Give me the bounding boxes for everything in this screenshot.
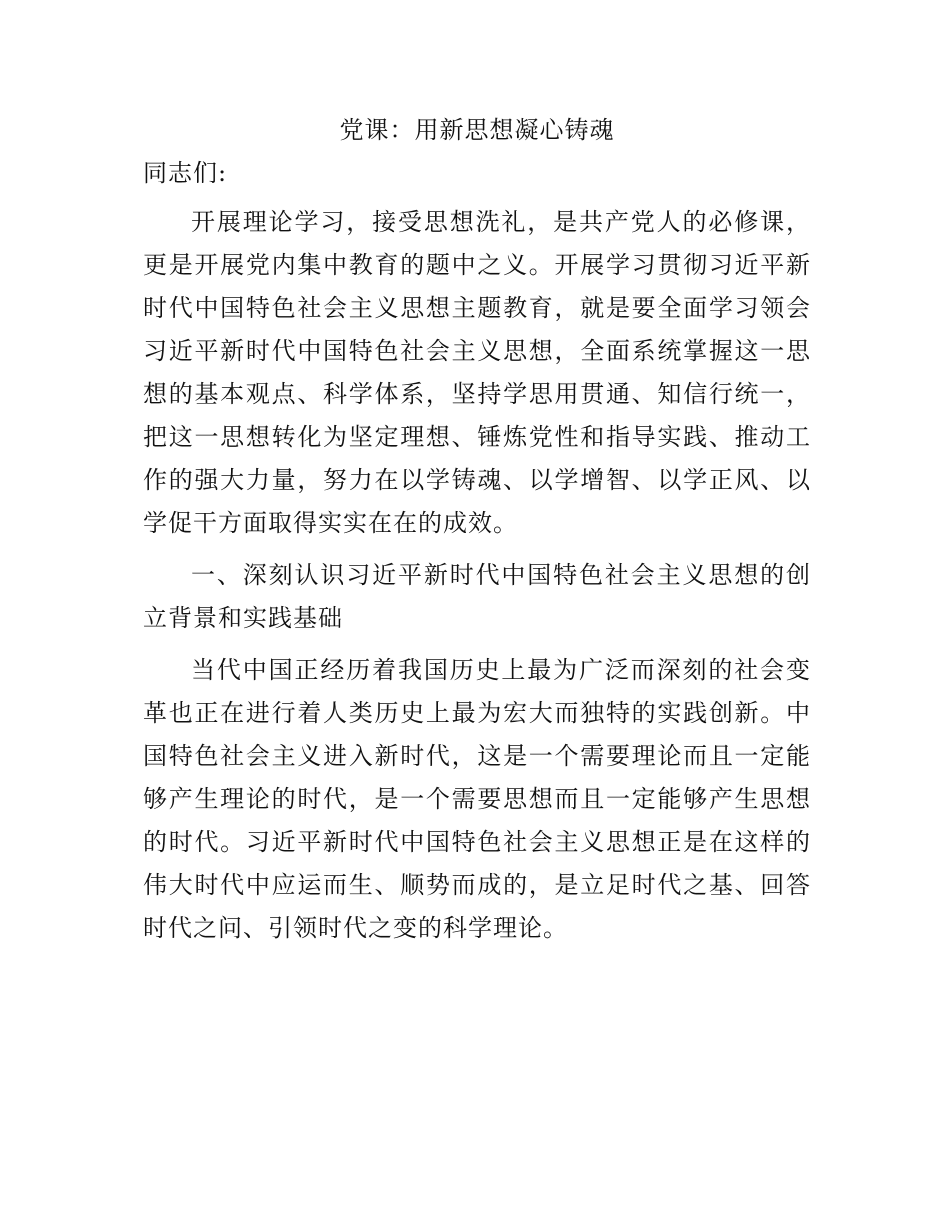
section-heading-1: 一、深刻认识习近平新时代中国特色社会主义思想的创立背景和实践基础 xyxy=(143,561,811,632)
document-title: 党课：用新思想凝心铸魂 xyxy=(339,116,615,144)
salutation: 同志们: xyxy=(143,159,228,187)
paragraph-section-1: 当代中国正经历着我国历史上最为广泛而深刻的社会变革也正在进行着人类历史上最为宏大而独特的实践创新。中国特色社会主义进入新时代，这是一个需要理论而且一定能够产生理论的时代，是一个需要思想而且一定能够产生思想的时代。习近平新时代中国特色社会主义思想正是在这样的伟大时代中应运而生、顺势而成的，是立足时代之基、回答时代之问、引领时代之变的科学理论。 xyxy=(143,656,811,942)
paragraph-intro: 开展理论学习，接受思想洗礼，是共产党人的必修课，更是开展党内集中教育的题中之义。开展学习贯彻习近平新时代中国特色社会主义思想主题教育，就是要全面学习领会习近平新时代中国特色社会主义思想，全面系统掌握这一思想的基本观点、科学体系，坚持学思用贯通、知信行统一，把这一思想转化为坚定理想、锤炼党性和指导实践、推动工作的强大力量，努力在以学铸魂、以学增智、以学正风、以学促干方面取得实实在在的成效。 xyxy=(143,208,811,537)
document-body xyxy=(143,110,811,959)
